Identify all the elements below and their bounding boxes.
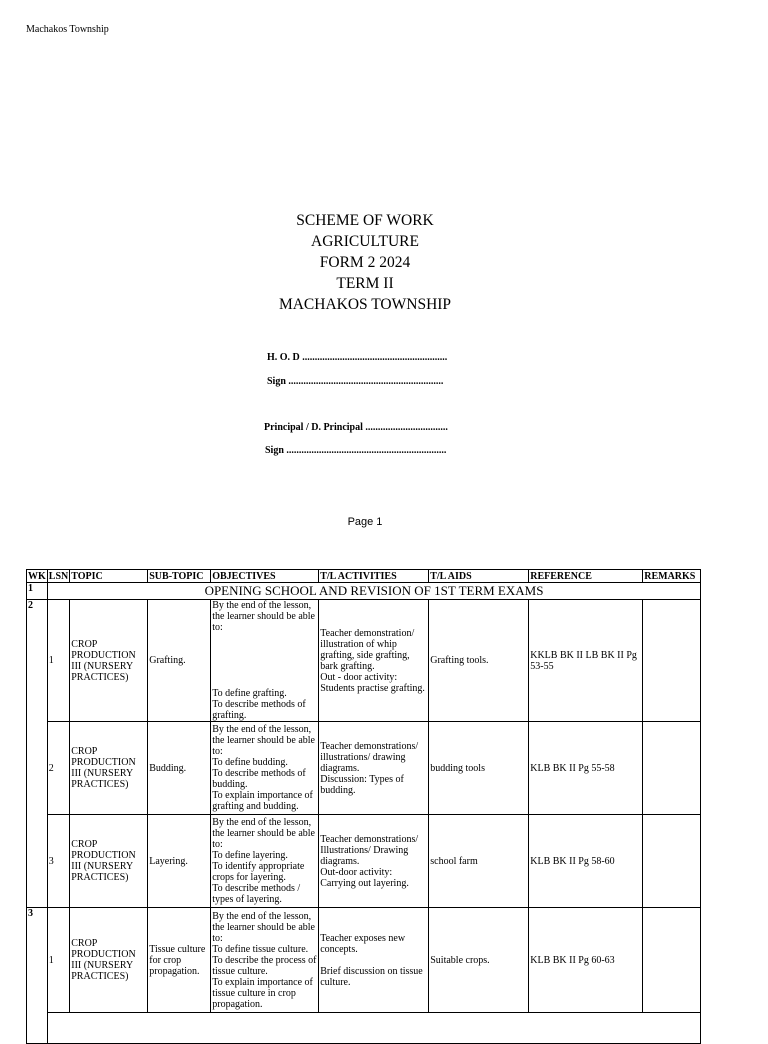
activities-cell: Teacher demonstrations/ illustrations/ drawing diagrams. Discussion: Types of budding. [319,722,429,815]
hod-sign-line: Sign .............................................................. [267,376,444,387]
col-header-objectives: OBJECTIVES [211,570,319,583]
objectives-cell: By the end of the lesson, the learner should be able to: To define tissue culture. To describe the process of tissue culture. To explain importance of tissue culture in crop propagation. [211,908,319,1013]
title-line-form: FORM 2 2024 [319,254,411,271]
subtopic-cell: Grafting. [148,600,211,722]
reference-cell: KLB BK II Pg 55-58 [529,722,643,815]
empty-cell [47,1013,700,1044]
table-row [27,815,701,908]
aids-cell: Suitable crops. [429,908,529,1013]
document-title [0,210,730,315]
objectives-cell: By the end of the lesson, the learner should be able to: To define grafting. To describe methods of grafting. [211,600,319,722]
table-header-row [27,570,701,583]
activities-cell: Teacher demonstration/ illustration of whip grafting, side grafting, bark grafting. Out - door activity: Students practise grafting. [319,600,429,722]
aids-cell: Grafting tools. [429,600,529,722]
title-line-scheme: SCHEME OF WORK [296,212,434,229]
topic-cell: CROP PRODUCTION III (NURSERY PRACTICES) [70,815,148,908]
aids-cell: school farm [429,815,529,908]
remarks-cell [643,815,701,908]
table-row [27,600,701,722]
activities-cell: Teacher exposes new concepts. Brief discussion on tissue culture. [319,908,429,1013]
activities-cell: Teacher demonstrations/ Illustrations/ Drawing diagrams. Out-door activity: Carrying out layering. [319,815,429,908]
subtopic-cell: Tissue culture for crop propagation. [148,908,211,1013]
scheme-table [26,569,701,1044]
table-row-empty [27,1013,701,1044]
lesson-number: 3 [47,815,69,908]
table-row-week1 [27,583,701,600]
title-line-subject: AGRICULTURE [311,233,419,250]
principal-line: Principal / D. Principal ................................. [264,422,448,433]
col-header-wk: WK [28,570,46,582]
remarks-cell [643,600,701,722]
col-header-subtopic: SUB-TOPIC [148,570,211,583]
remarks-cell [643,722,701,815]
principal-sign-line: Sign ................................................................ [265,445,447,456]
topic-cell: CROP PRODUCTION III (NURSERY PRACTICES) [70,722,148,815]
objectives-cell: By the end of the lesson, the learner should be able to: To define layering. To identify appropriate crops for layering. To describe methods / types of layering. [211,815,319,908]
reference-cell: KKLB BK II LB BK II Pg 53-55 [529,600,643,722]
lesson-number: 1 [47,908,69,1013]
week-number: 3 [27,908,48,1044]
aids-cell: budding tools [429,722,529,815]
col-header-remarks: REMARKS [643,570,701,583]
subtopic-cell: Budding. [148,722,211,815]
reference-cell: KLB BK II Pg 58-60 [529,815,643,908]
table-row [27,722,701,815]
header-school-name: Machakos Township [26,24,109,35]
lesson-number: 2 [47,722,69,815]
topic-cell: CROP PRODUCTION III (NURSERY PRACTICES) [70,908,148,1013]
reference-cell: KLB BK II Pg 60-63 [529,908,643,1013]
col-header-reference: REFERENCE [529,570,643,583]
col-header-lsn: LSN [48,570,69,582]
title-line-school: MACHAKOS TOWNSHIP [278,296,452,313]
hod-line: H. O. D .......................................................... [267,352,448,363]
subtopic-cell: Layering. [148,815,211,908]
objectives-cell: By the end of the lesson, the learner should be able to: To define budding. To describe methods of budding. To explain importance of grafting and budding. [211,722,319,815]
col-header-topic: TOPIC [70,570,148,583]
col-header-aids: T/L AIDS [429,570,529,583]
col-header-activities: T/L ACTIVITIES [319,570,429,583]
title-line-term: TERM II [336,275,394,292]
table-row [27,908,701,1013]
week-number: 2 [27,600,48,908]
week-number: 1 [27,583,48,600]
page-number: Page 1 [347,516,383,528]
week1-message: OPENING SCHOOL AND REVISION OF 1ST TERM EXAMS [47,583,700,600]
lesson-number: 1 [47,600,69,722]
remarks-cell [643,908,701,1013]
topic-cell: CROP PRODUCTION III (NURSERY PRACTICES) [70,600,148,722]
